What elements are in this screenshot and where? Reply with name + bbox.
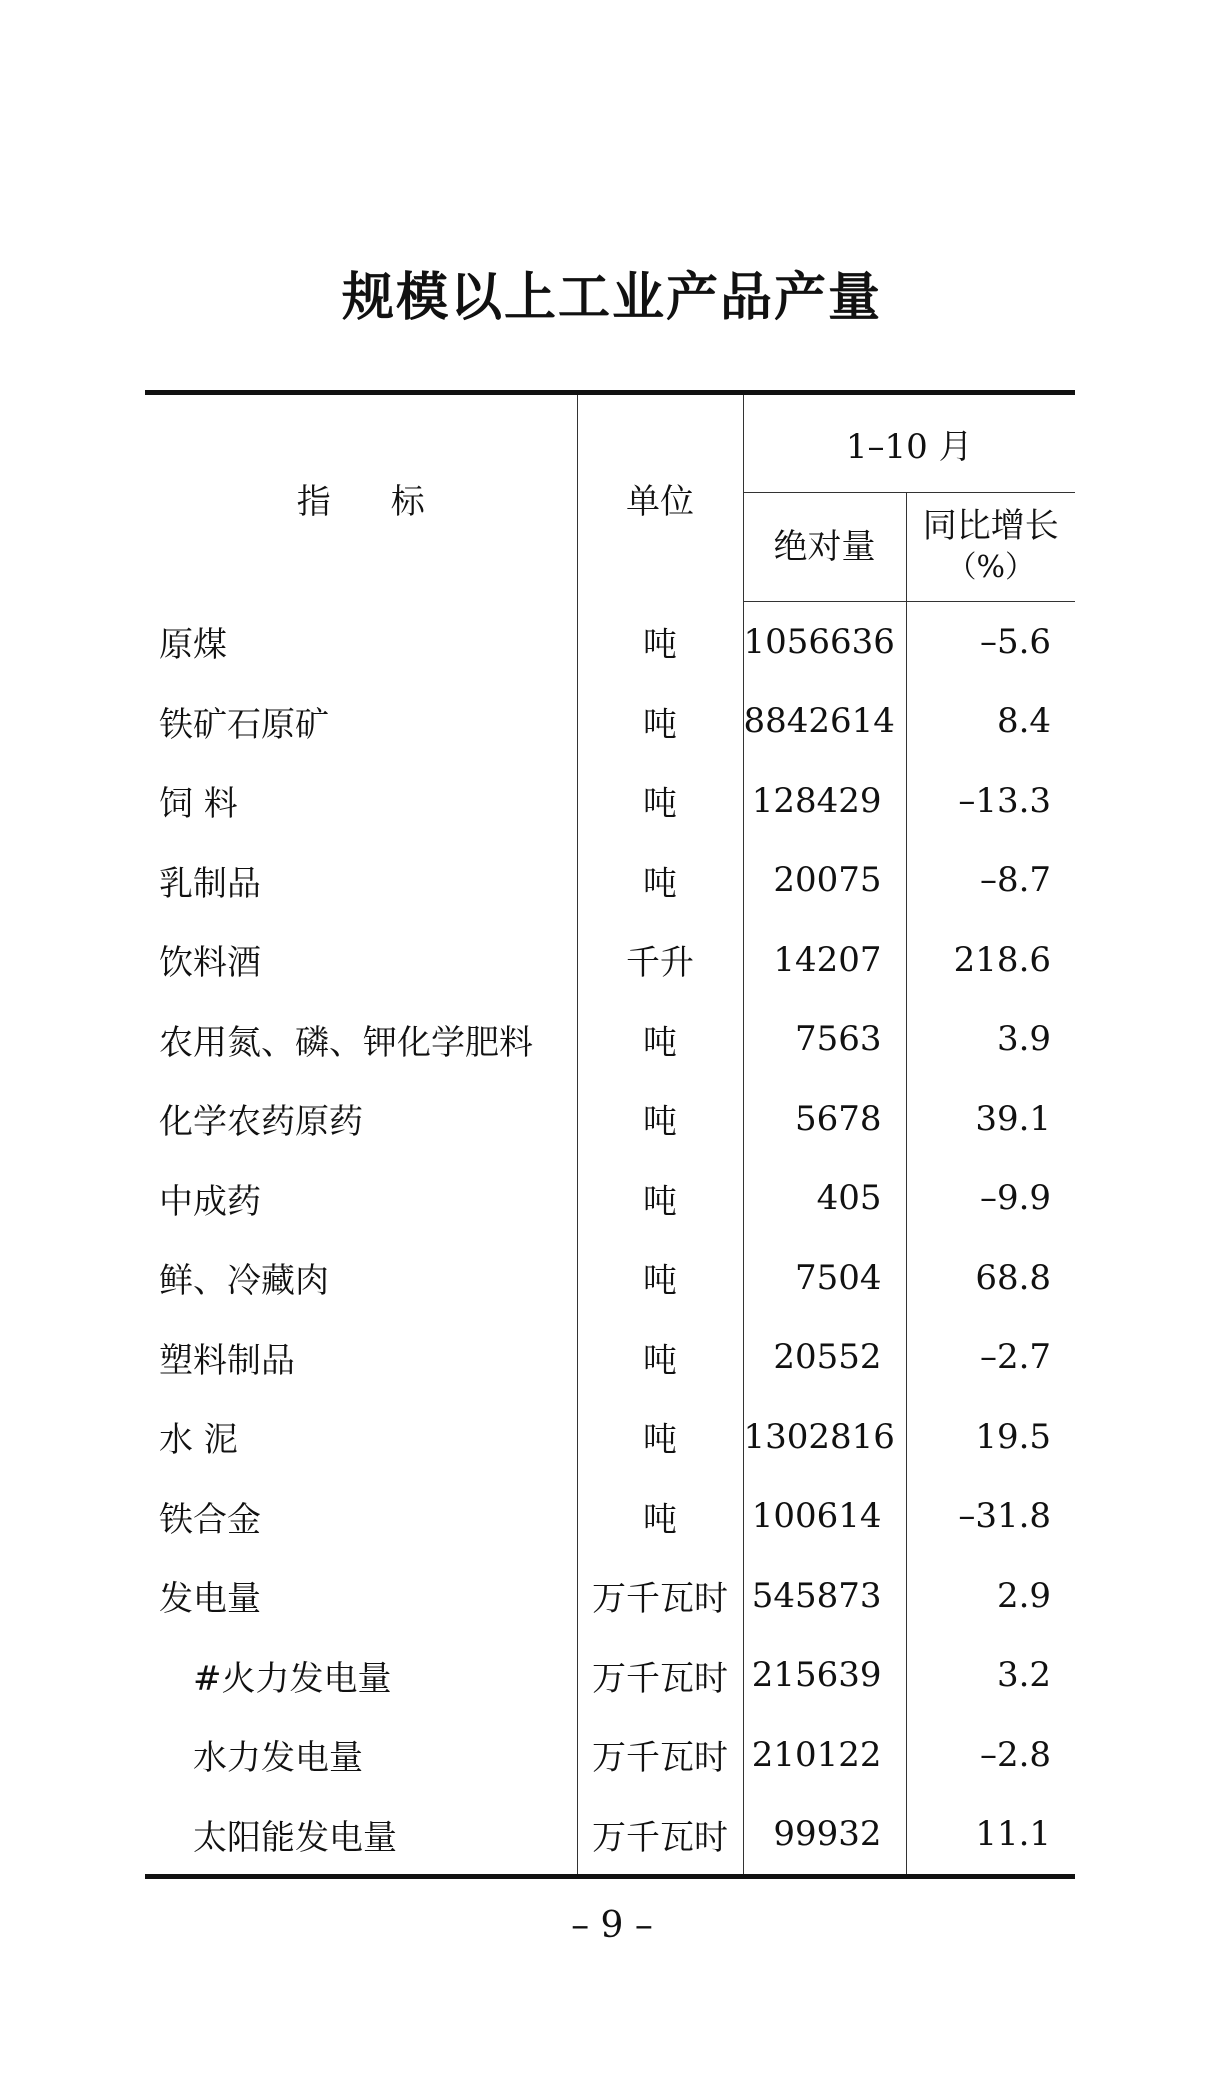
row-unit: 吨 [577, 1000, 743, 1080]
row-unit: 吨 [577, 1318, 743, 1398]
table-body [145, 602, 1075, 1877]
row-absolute-value: 405 [743, 1159, 906, 1239]
table-row [145, 1000, 1075, 1080]
row-yoy-growth: –5.6 [906, 602, 1075, 682]
row-yoy-growth: 218.6 [906, 920, 1075, 1000]
row-indicator-name: 中成药 [159, 1181, 261, 1222]
row-indicator-name: 饮料酒 [159, 943, 261, 984]
row-absolute-value: 545873 [743, 1556, 906, 1636]
row-yoy-growth: 19.5 [906, 1397, 1075, 1477]
row-indicator-name: #火力发电量 [193, 1658, 392, 1699]
row-yoy-growth: 3.9 [906, 1000, 1075, 1080]
row-indicator-name: 鲜、冷藏肉 [159, 1261, 329, 1302]
row-unit: 吨 [577, 841, 743, 921]
page-title: 规模以上工业产品产量 [341, 268, 882, 328]
row-yoy-growth: 68.8 [906, 1238, 1075, 1318]
table-row [145, 602, 1075, 682]
row-yoy-growth: 3.2 [906, 1636, 1075, 1716]
table-row [145, 1636, 1075, 1716]
row-unit: 吨 [577, 1477, 743, 1557]
header-unit: 单位 [577, 393, 743, 602]
row-unit: 吨 [577, 761, 743, 841]
row-unit: 吨 [577, 1397, 743, 1477]
table-row [145, 1715, 1075, 1795]
row-yoy-growth: 8.4 [906, 682, 1075, 762]
table-row [145, 1556, 1075, 1636]
row-indicator-name: 乳制品 [159, 863, 261, 904]
row-indicator-name: 化学农药原药 [159, 1102, 363, 1143]
row-indicator-name: 水 泥 [159, 1420, 238, 1461]
row-indicator-name: 农用氮、磷、钾化学肥料 [159, 1022, 533, 1063]
row-absolute-value: 99932 [743, 1795, 906, 1877]
table-header [145, 393, 1075, 602]
row-yoy-growth: 39.1 [906, 1079, 1075, 1159]
row-unit: 万千瓦时 [577, 1715, 743, 1795]
row-unit: 万千瓦时 [577, 1795, 743, 1877]
row-yoy-growth: 2.9 [906, 1556, 1075, 1636]
row-unit: 千升 [577, 920, 743, 1000]
table-row [145, 1397, 1075, 1477]
row-unit: 吨 [577, 602, 743, 682]
row-unit: 吨 [577, 1079, 743, 1159]
table-row [145, 1477, 1075, 1557]
industrial-output-table [145, 390, 1075, 1879]
row-unit: 万千瓦时 [577, 1556, 743, 1636]
row-indicator-name: 太阳能发电量 [145, 1795, 577, 1877]
row-absolute-value: 128429 [743, 761, 906, 841]
row-yoy-growth: –8.7 [906, 841, 1075, 921]
row-absolute-value: 1056636 [743, 602, 906, 682]
row-absolute-value: 20075 [743, 841, 906, 921]
row-indicator-name: 饲 料 [159, 784, 238, 825]
header-period: 1–10 月 [743, 393, 1075, 493]
row-absolute-value: 8842614 [743, 682, 906, 762]
row-absolute-value: 100614 [743, 1477, 906, 1557]
header-absolute: 绝对量 [743, 493, 906, 602]
row-yoy-growth: –9.9 [906, 1159, 1075, 1239]
row-absolute-value: 215639 [743, 1636, 906, 1716]
row-indicator-name: 铁矿石原矿 [159, 704, 329, 745]
row-yoy-growth: –2.8 [906, 1715, 1075, 1795]
header-indicator: 指标 [145, 393, 577, 602]
table-row [145, 1318, 1075, 1398]
row-indicator-name: 塑料制品 [159, 1340, 295, 1381]
row-absolute-value: 5678 [743, 1079, 906, 1159]
row-absolute-value: 7504 [743, 1238, 906, 1318]
row-unit: 吨 [577, 682, 743, 762]
row-absolute-value: 14207 [743, 920, 906, 1000]
row-absolute-value: 7563 [743, 1000, 906, 1080]
row-unit: 吨 [577, 1159, 743, 1239]
industrial-output-table-container [145, 390, 1075, 1879]
page-number: – 9 – [571, 1905, 653, 1946]
table-row [145, 841, 1075, 921]
table-row [145, 682, 1075, 762]
row-yoy-growth: –31.8 [906, 1477, 1075, 1557]
row-unit: 万千瓦时 [577, 1636, 743, 1716]
header-yoy [906, 493, 1075, 602]
row-unit: 吨 [577, 1238, 743, 1318]
row-absolute-value: 1302816 [743, 1397, 906, 1477]
row-absolute-value: 210122 [743, 1715, 906, 1795]
row-indicator-name: 原煤 [159, 625, 227, 665]
row-yoy-growth: –2.7 [906, 1318, 1075, 1398]
row-yoy-growth: –13.3 [906, 761, 1075, 841]
row-indicator-name: 水力发电量 [193, 1738, 363, 1779]
table-row [145, 1795, 1075, 1877]
table-row [145, 1159, 1075, 1239]
table-row [145, 1238, 1075, 1318]
row-indicator-name: 铁合金 [159, 1499, 261, 1540]
header-yoy-label: 同比增长 [922, 506, 1059, 546]
table-row [145, 920, 1075, 1000]
table-row [145, 1079, 1075, 1159]
row-indicator-name: 发电量 [159, 1579, 261, 1620]
row-yoy-growth: 11.1 [906, 1795, 1075, 1877]
header-yoy-unit: （%） [946, 550, 1036, 585]
table-row [145, 761, 1075, 841]
row-absolute-value: 20552 [743, 1318, 906, 1398]
